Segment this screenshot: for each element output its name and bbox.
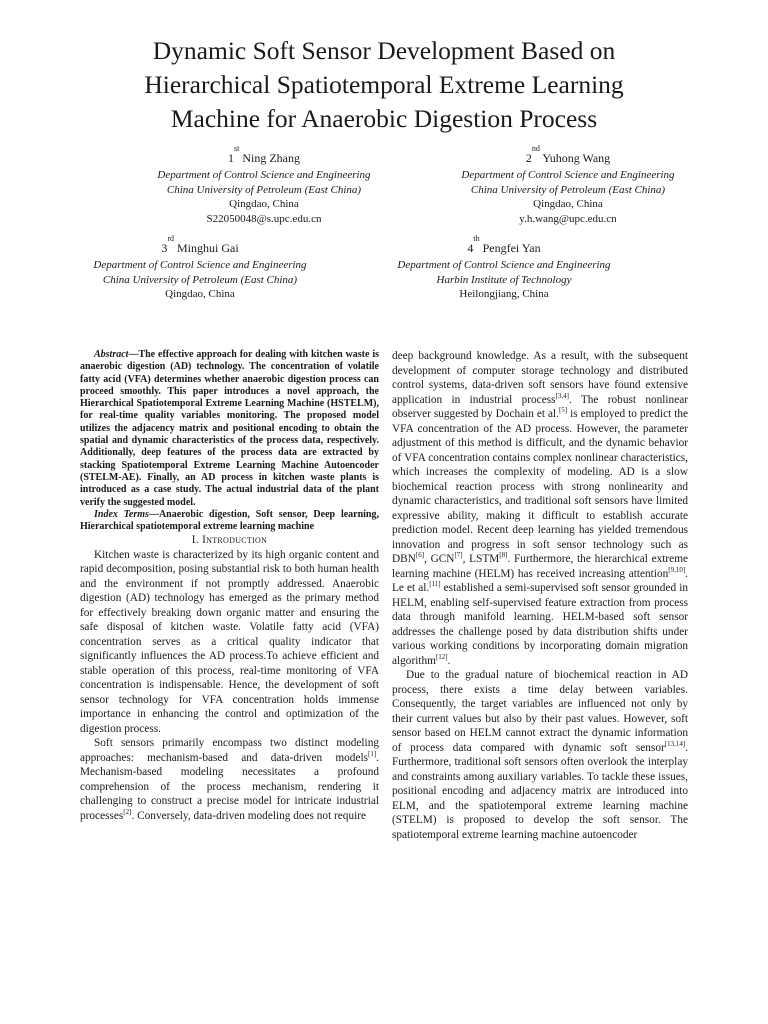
author-city: Qingdao, China <box>229 198 299 210</box>
author-email: S22050048@s.upc.edu.cn <box>206 212 322 225</box>
left-column <box>80 349 379 823</box>
index-terms-text: —Anaerobic digestion, Soft sensor, Deep learning, Hierarchical spatiotemporal extreme learning machine <box>80 508 379 533</box>
author-name <box>50 234 350 256</box>
paragraph-text: . <box>447 654 451 667</box>
body-paragraph <box>392 349 688 668</box>
author-department: Department of Control Science and Engineering <box>397 259 611 271</box>
author-ordinal-suffix: nd <box>531 144 540 153</box>
author-ordinal-suffix: rd <box>167 234 174 243</box>
abstract-text: —The effective approach for dealing with kitchen waste is anaerobic digestion (AD) technology. The concentration of volatile fatty acid (VFA) determines whether anaerobic digestion process can proceed smoothly. This paper introduces a novel approach, the Hierarchical Spatiotemporal Extreme Learning Machine (HSTELM), for real-time quality variables monitoring. The proposed model utilizes the adjacency matrix and positional encoding to obtain the spatial and dynamic characteristics of the process data, respectively. Additionally, deep features of the process data are extracted by stacking Spatiotemporal Extreme Learning Machine Autoencoder (STELM-AE). Finally, an AD process in kitchen waste plants is introduced as a case study. The actual industrial data of the plant verify the suggested model. <box>80 349 379 508</box>
citation-ref: [3,4] <box>555 391 569 400</box>
author-department: Department of Control Science and Engineering <box>461 169 675 181</box>
body-paragraph <box>392 668 688 842</box>
paragraph-text: is employed to predict the VFA concentration of the AD process. However, the parameter adjustment of this method is difficult, and the dynamic behavior of VFA concentration contains complex nonlinear characteristics, which increases the complexity of modeling. AD is a slow biochemical reaction process with strong nonlinearity and dynamic characteristics, and traditional soft sensors have limited expressive ability, making it difficult to establish accurate prediction model. Recent deep learning has yielded tremendous innovation and progress in soft sensor technology such as DBN <box>392 408 688 565</box>
author-block-1 <box>114 144 414 226</box>
paper-title <box>60 34 708 136</box>
author-department: Department of Control Science and Engineering <box>157 169 371 181</box>
author-ordinal: 4 <box>467 241 474 255</box>
paragraph-text: deep background knowledge. As a result, with the subsequent development of computer storage technology and distributed control systems, data-driven soft sensors have found extensive application in industrial process <box>392 350 688 406</box>
author-name-text: Minghui Gai <box>177 241 239 255</box>
title-line: Dynamic Soft Sensor Development Based on <box>152 36 616 65</box>
author-name-text: Pengfei Yan <box>482 241 541 255</box>
abstract-label: Abstract <box>94 349 129 360</box>
abstract <box>80 349 379 509</box>
paragraph-text: , GCN <box>424 553 455 565</box>
author-city: Heilongjiang, China <box>459 288 549 300</box>
citation-ref: [7] <box>454 551 463 560</box>
author-institution: China University of Petroleum (East China) <box>166 183 362 196</box>
author-email: y.h.wang@upc.edu.cn <box>519 212 617 225</box>
author-name-text: Yuhong Wang <box>542 151 611 165</box>
index-terms <box>80 509 379 534</box>
paragraph-text: . Furthermore, traditional soft sensors often overlook the interplay and constraints among auxiliary variables. To tackle these issues, positional encoding and adjacency matrix are introduced into ELM, and the spatiotemporal extreme learning machine (STELM) is proposed to develop the soft sensor. The spatiotemporal extreme learning machine autoencoder <box>392 741 688 841</box>
paragraph-text: . Conversely, data-driven modeling does not require <box>131 809 367 822</box>
paragraph-text: . Le et al. <box>392 567 688 594</box>
citation-ref: [9,10] <box>668 565 686 574</box>
citation-ref: [6] <box>415 551 425 560</box>
paragraph-text: Soft sensors primarily encompass two distinct modeling approaches: mechanism-based and data-driven models <box>80 737 379 764</box>
author-name <box>354 234 654 256</box>
author-city: Qingdao, China <box>165 288 235 300</box>
citation-ref: [13,14] <box>664 739 686 748</box>
paragraph-text: . Mechanism-based modeling necessitates a profound comprehension of the process mechanism, rendering it challenging to construct a precise model for intricate industrial processes <box>80 751 379 822</box>
author-name <box>418 144 718 166</box>
title-line: Hierarchical Spatiotemporal Extreme Learning <box>144 70 624 99</box>
citation-ref: [11] <box>429 580 441 589</box>
title-line: Machine for Anaerobic Digestion Process <box>170 104 598 133</box>
author-ordinal: 3 <box>161 241 168 255</box>
paragraph-text: . The robust nonlinear observer suggested by Dochain et al. <box>392 393 688 420</box>
paragraph-text: Kitchen waste is characterized by its high organic content and rapid decomposition, posing substantial risk to both human health and the environment if not promptly addressed. Anaerobic digestion (AD) technology has emerged as the primary method for effectively breaking down organic matter and ensuring the safe disposal of kitchen waste. Volatile fatty acid (VFA) concentration serves as a critical quality indicator that significantly influences the AD process.To achieve efficient and stable operation of this process, real-time monitoring of VFA concentration is indispensable. Hence, the development of soft sensor technology for VFA concentration holds immense importance in enhancing the control and optimization of the digestion process. <box>80 548 379 735</box>
author-institution: China University of Petroleum (East China) <box>470 183 666 196</box>
author-ordinal-suffix: th <box>473 234 480 243</box>
citation-ref: [12] <box>435 652 448 661</box>
index-terms-label: Index Terms <box>94 508 149 520</box>
author-block-2 <box>418 144 718 226</box>
right-column <box>392 349 688 842</box>
section-title-rest: ntroduction <box>206 534 268 547</box>
paragraph-text: , LSTM <box>462 553 500 565</box>
author-name <box>114 144 414 166</box>
left-body-text <box>80 548 379 824</box>
paragraph-text: Due to the gradual nature of biochemical reaction in AD process, there exists a time delay between variables. Consequently, the target variables are influenced not only by their current values but also by their past values. However, soft sensor based on HELM cannot extract the dynamic information of process data compared with dynamic soft sensor <box>392 669 688 754</box>
right-body-text <box>392 349 688 842</box>
citation-ref: [1] <box>368 750 377 759</box>
author-institution: Harbin Institute of Technology <box>436 273 572 286</box>
author-department: Department of Control Science and Engineering <box>93 259 307 271</box>
author-block-4 <box>354 234 654 302</box>
body-paragraph <box>80 548 379 737</box>
author-city: Qingdao, China <box>533 198 603 210</box>
citation-ref: [8] <box>499 551 508 560</box>
author-ordinal-suffix: st <box>234 144 240 153</box>
author-ordinal: 1 <box>228 151 234 165</box>
body-paragraph <box>80 736 379 823</box>
author-block-3 <box>50 234 350 302</box>
section-number: I. <box>191 534 199 547</box>
paragraph-text: . Furthermore, the hierarchical extreme learning machine (HELM) has received increasing attention <box>392 553 688 580</box>
citation-ref: [2] <box>123 808 132 817</box>
section-heading <box>80 533 379 548</box>
paragraph-text: established a semi-supervised soft sensor grounded in HELM, enabling self-supervised feature extraction from process data through manifold learning. HELM-based soft sensor addresses the challenge posed by data distribution shifts under various working conditions by incorporating domain migration algorithm <box>392 582 688 667</box>
author-institution: China University of Petroleum (East China) <box>102 273 298 286</box>
citation-ref: [5] <box>558 406 568 415</box>
section-initial: I <box>202 534 207 547</box>
author-ordinal: 2 <box>525 151 532 165</box>
author-name-text: Ning Zhang <box>242 151 300 165</box>
